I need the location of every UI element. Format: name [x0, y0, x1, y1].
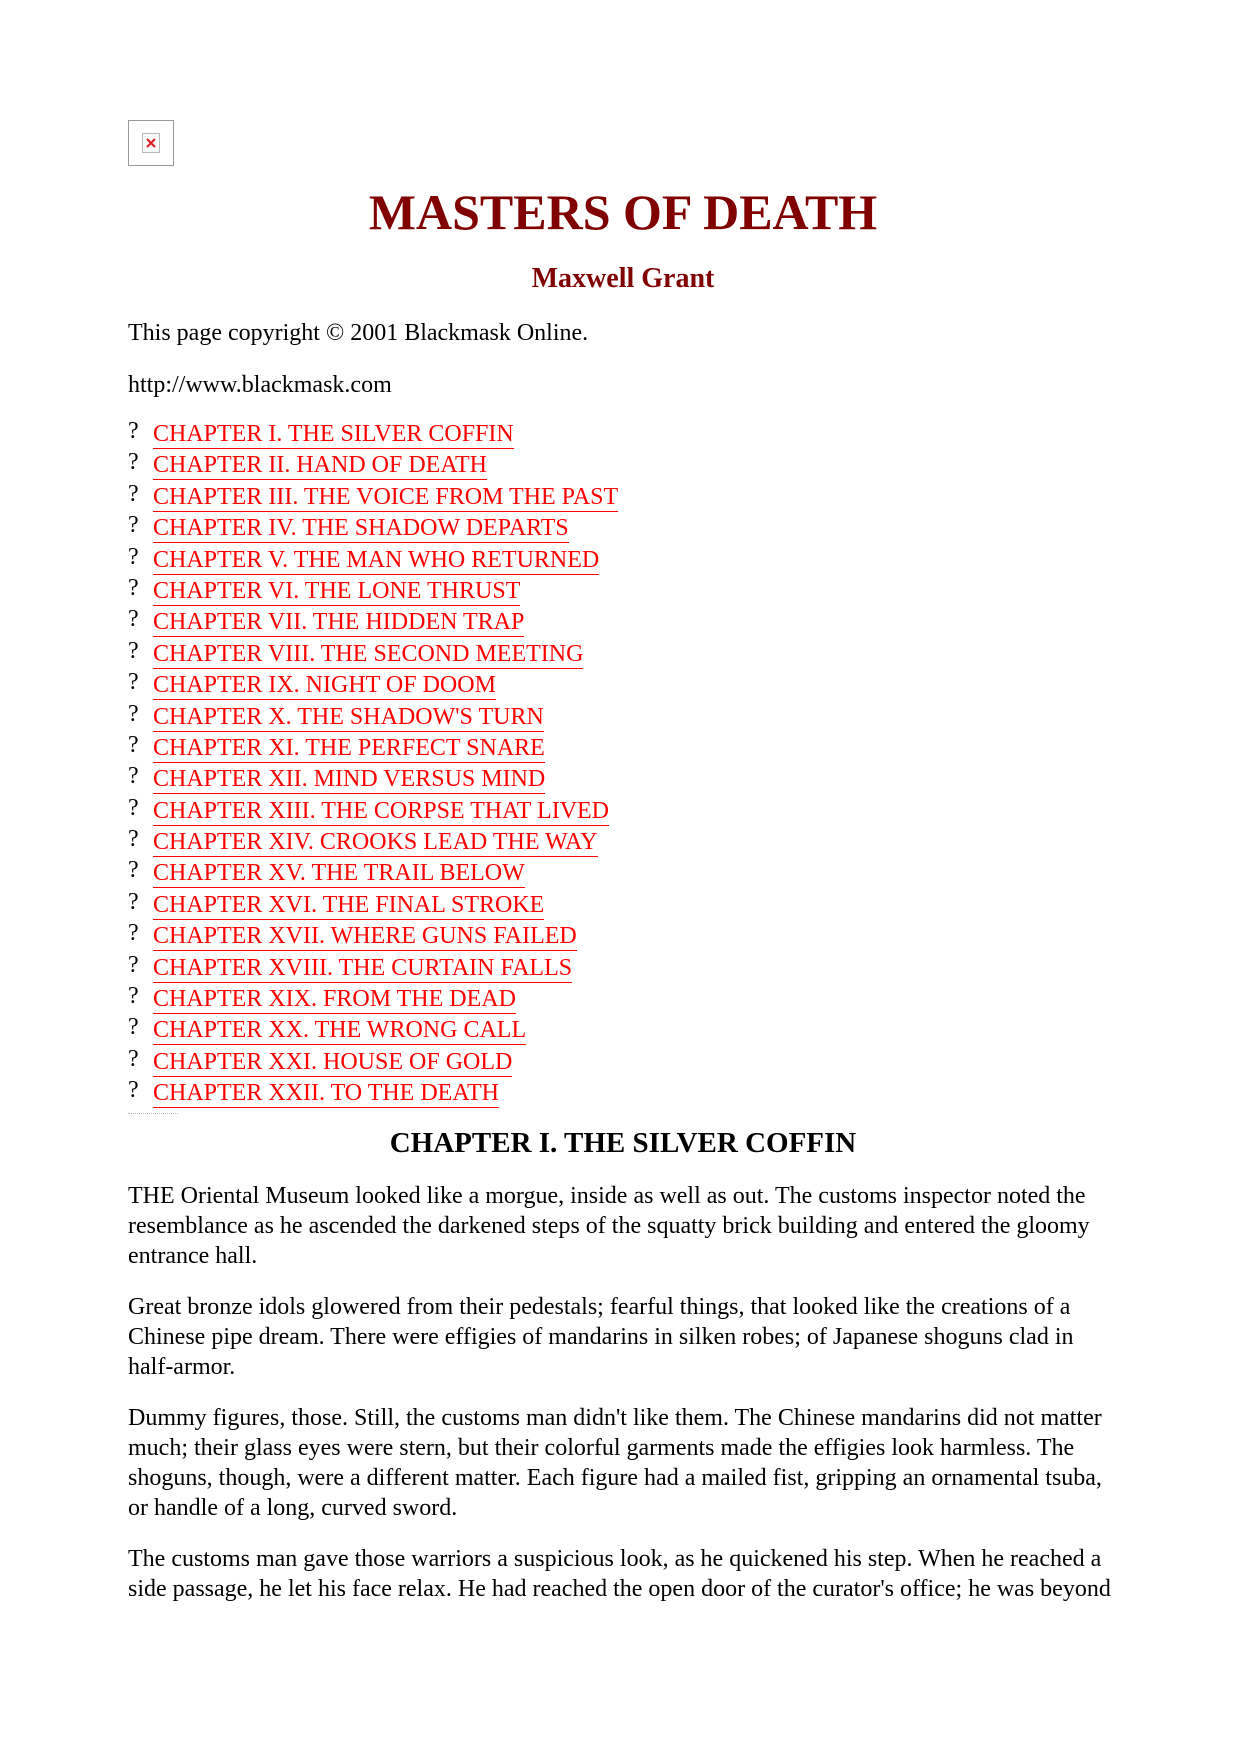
broken-image-icon [128, 120, 174, 166]
chapter-link[interactable]: CHAPTER II. HAND OF DEATH [153, 452, 487, 479]
toc-item [128, 1045, 1118, 1079]
toc-bullet: ? [128, 826, 139, 853]
toc-bullet: ? [128, 857, 139, 884]
toc-bullet: ? [128, 543, 139, 570]
chapter-link[interactable]: CHAPTER XXII. TO THE DEATH [153, 1080, 499, 1107]
toc-item [128, 608, 1118, 639]
site-url: http://www.blackmask.com [128, 372, 392, 398]
toc-item [128, 671, 1118, 702]
chapter-link[interactable]: CHAPTER XV. THE TRAIL BELOW [153, 860, 525, 887]
chapter-link[interactable]: CHAPTER XVIII. THE CURTAIN FALLS [153, 954, 573, 981]
toc-bullet: ? [128, 888, 139, 915]
toc-bullet: ? [128, 1077, 139, 1104]
chapter-link[interactable]: CHAPTER X. THE SHADOW'S TURN [153, 703, 544, 730]
copyright-notice: This page copyright © 2001 Blackmask Online. [128, 320, 589, 346]
toc-bullet: ? [128, 1045, 139, 1072]
document-page [128, 120, 1118, 1604]
toc-item [128, 828, 1118, 859]
chapter-link[interactable]: CHAPTER XIX. FROM THE DEAD [153, 986, 516, 1013]
toc-bullet: ? [128, 920, 139, 947]
chapter-link[interactable]: CHAPTER IX. NIGHT OF DOOM [153, 672, 496, 699]
toc-item [128, 1079, 1118, 1110]
toc-bullet: ? [128, 794, 139, 821]
toc-item [128, 574, 1118, 608]
chapter-link[interactable]: CHAPTER IV. THE SHADOW DEPARTS [153, 515, 569, 542]
body-paragraph: Great bronze idols glowered from their pedestals; fearful things, that looked like the creations of a Chinese pipe dream. There were effigies of mandarins in silken robes; of Japanese shoguns clad in half-armor. [128, 1293, 1074, 1380]
toc-item [128, 922, 1118, 953]
body-paragraph: The customs man gave those warriors a suspicious look, as he quickened his step. When he reached a side passage, he let his face relax. He had reached the open door of the curator's office; he was beyond [128, 1545, 1111, 1602]
chapter-link[interactable]: CHAPTER XII. MIND VERSUS MIND [153, 766, 546, 793]
toc-bullet: ? [128, 480, 139, 507]
page-title: MASTERS OF DEATH [368, 184, 878, 240]
toc-item [128, 543, 1118, 577]
toc-item [128, 731, 1118, 765]
toc-bullet: ? [128, 951, 139, 978]
toc-bullet: ? [128, 574, 139, 601]
toc-bullet: ? [128, 763, 139, 790]
chapter-link[interactable]: CHAPTER XVI. THE FINAL STROKE [153, 891, 545, 918]
toc-item [128, 859, 1118, 890]
toc-bullet: ? [128, 606, 139, 633]
chapter-link[interactable]: CHAPTER XXI. HOUSE OF GOLD [153, 1048, 513, 1075]
toc-bullet: ? [128, 418, 139, 444]
toc-bullet: ? [128, 512, 139, 539]
toc-bullet: ? [128, 700, 139, 727]
chapter-link[interactable]: CHAPTER XVII. WHERE GUNS FAILED [153, 923, 577, 950]
table-of-contents [128, 420, 1118, 1111]
toc-item [128, 1016, 1118, 1047]
toc-bullet: ? [128, 637, 139, 664]
toc-item [128, 514, 1118, 545]
chapter-link[interactable]: CHAPTER I. THE SILVER COFFIN [153, 421, 514, 447]
chapter-link[interactable]: CHAPTER V. THE MAN WHO RETURNED [153, 546, 600, 573]
chapter-link[interactable]: CHAPTER VI. THE LONE THRUST [153, 577, 521, 604]
toc-bullet: ? [128, 669, 139, 696]
toc-item [128, 451, 1118, 482]
body-paragraph: Dummy figures, those. Still, the customs man didn't like them. The Chinese mandarins did not matter much; their glass eyes were stern, but their colorful garments made the effigies look harmless. The shoguns, though, were a different matter. Each figure had a mailed fist, gripping an ornamental tsuba, or handle of a long, curved sword. [128, 1404, 1102, 1521]
toc-item [128, 480, 1118, 514]
author-name: Maxwell Grant [531, 263, 715, 294]
toc-bullet: ? [128, 731, 139, 758]
toc-item [128, 420, 1118, 451]
body-paragraph: THE Oriental Museum looked like a morgue, inside as well as out. The customs inspector noted the resemblance as he ascended the darkened steps of the squatty brick building and entered the gloomy entrance hall. [128, 1182, 1090, 1269]
chapter-link[interactable]: CHAPTER VII. THE HIDDEN TRAP [153, 609, 525, 636]
toc-bullet: ? [128, 1014, 139, 1041]
toc-item [128, 888, 1118, 922]
toc-item [128, 637, 1118, 671]
toc-bullet: ? [128, 449, 139, 476]
toc-item [128, 985, 1118, 1016]
close-icon [146, 138, 156, 148]
chapter-link[interactable]: CHAPTER XIII. THE CORPSE THAT LIVED [153, 797, 610, 824]
toc-item [128, 794, 1118, 828]
chapter-link[interactable]: CHAPTER XI. THE PERFECT SNARE [153, 734, 545, 761]
chapter-heading: CHAPTER I. THE SILVER COFFIN [389, 1126, 857, 1159]
toc-item [128, 951, 1118, 985]
toc-item [128, 700, 1118, 734]
chapter-link[interactable]: CHAPTER XIV. CROOKS LEAD THE WAY [153, 829, 598, 856]
chapter-link[interactable]: CHAPTER VIII. THE SECOND MEETING [153, 640, 584, 667]
toc-divider [128, 1111, 1118, 1121]
chapter-link[interactable]: CHAPTER XX. THE WRONG CALL [153, 1017, 527, 1044]
toc-bullet: ? [128, 983, 139, 1010]
toc-item [128, 765, 1118, 796]
chapter-link[interactable]: CHAPTER III. THE VOICE FROM THE PAST [153, 483, 619, 510]
chapter-body [128, 1181, 1118, 1604]
